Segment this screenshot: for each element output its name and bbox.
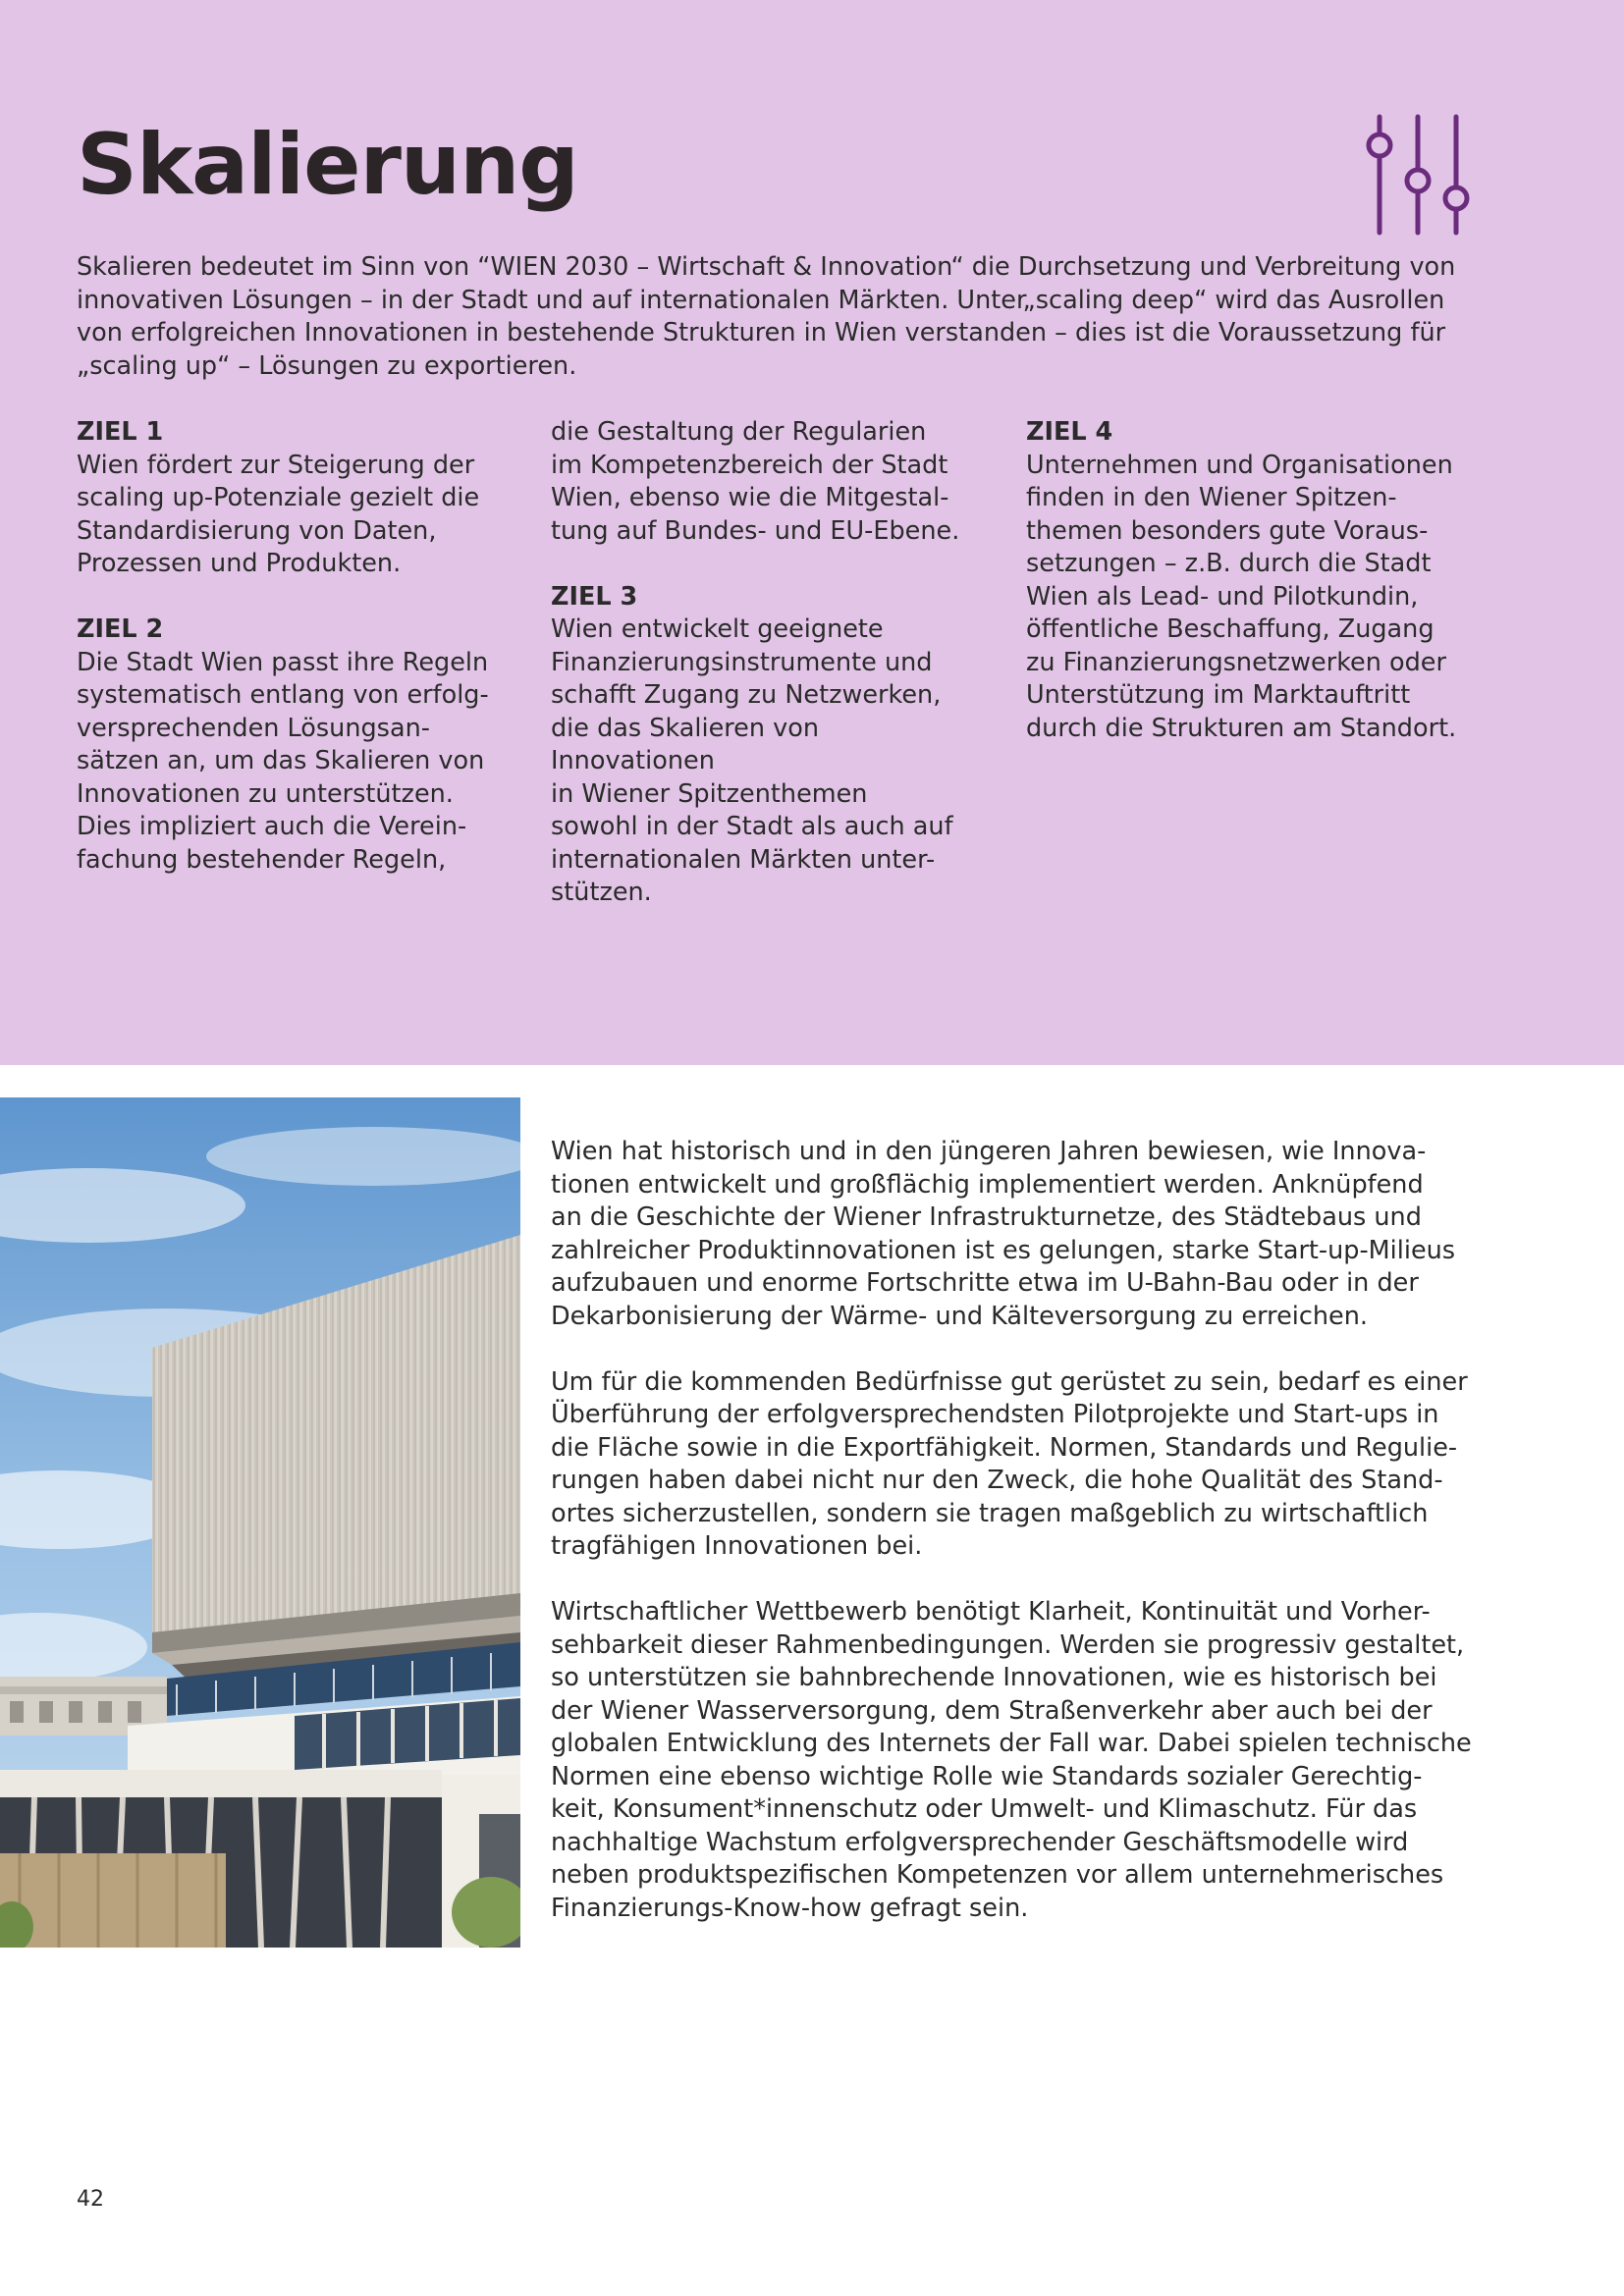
body-line: Überführung der erfolgversprechendsten Pilotprojekte und Start-ups in xyxy=(551,1400,1439,1429)
goal-4-line: themen besonders gute Voraus- xyxy=(1026,515,1429,546)
goal-4-line: Unternehmen und Organisationen xyxy=(1026,450,1453,480)
body-line: Finanzierungs-Know-how gefragt sein. xyxy=(551,1893,1029,1923)
body-line: rungen haben dabei nicht nur den Zweck, die hohe Qualität des Stand- xyxy=(551,1466,1443,1495)
goal-2-continuation-line: Wien, ebenso wie die Mitgestal- xyxy=(551,483,949,512)
goal-2-continuation-line: die Gestaltung der Regularien xyxy=(551,417,927,447)
goal-2-line: sätzen an, um das Skalieren von xyxy=(77,746,485,775)
goal-4-line: öffentliche Beschaffung, Zugang xyxy=(1026,614,1435,644)
body-line: zahlreicher Produktinnovationen ist es gelungen, starke Start-up-Milieus xyxy=(551,1235,1456,1265)
page-title: Skalierung xyxy=(77,116,578,214)
body-line: Normen eine ebenso wichtige Rolle wie Standards sozialer Gerechtig- xyxy=(551,1761,1423,1791)
body-paragraph-3 xyxy=(551,1596,1484,1925)
body-line: tragfähigen Innovationen bei. xyxy=(551,1531,923,1561)
body-line: nachhaltige Wachstum erfolgversprechender Geschäftsmodelle wird xyxy=(551,1827,1409,1857)
goal-4-line: Wien als Lead- und Pilotkundin, xyxy=(1026,581,1419,612)
goal-1-line: Standardisierung von Daten, xyxy=(77,515,437,546)
body-line: an die Geschichte der Wiener Infrastrukturnetze, des Städtebaus und xyxy=(551,1202,1422,1232)
body-paragraph-2 xyxy=(551,1366,1484,1564)
goal-4-line: zu Finanzierungsnetzwerken oder xyxy=(1026,647,1446,677)
body-line: Dekarbonisierung der Wärme- und Kälteversorgung zu erreichen. xyxy=(551,1301,1368,1331)
goal-1-line: Prozessen und Produkten. xyxy=(77,549,402,578)
goal-3-line: in Wiener Spitzenthemen xyxy=(551,778,868,809)
goal-3-line: sowohl in der Stadt als auch auf xyxy=(551,812,953,841)
body-line: keit, Konsument*innenschutz oder Umwelt- und Klimaschutz. Für das xyxy=(551,1794,1418,1824)
goal-4-line: finden in den Wiener Spitzen- xyxy=(1026,483,1397,512)
goals-column-3 xyxy=(1026,416,1458,745)
goal-2-line: Dies impliziert auch die Verein- xyxy=(77,812,467,841)
body-line: Wirtschaftlicher Wettbewerb benötigt Klarheit, Kontinuität und Vorher- xyxy=(551,1597,1431,1627)
body-line: aufzubauen und enorme Fortschritte etwa im U-Bahn-Bau oder in der xyxy=(551,1268,1419,1298)
goal-2-continuation-line: im Kompetenzbereich der Stadt xyxy=(551,450,948,480)
goals-column-2 xyxy=(551,416,983,910)
goal-2-line: Die Stadt Wien passt ihre Regeln xyxy=(77,647,489,677)
goal-1-line: scaling up-Potenziale gezielt die xyxy=(77,483,480,512)
body-line: Um für die kommenden Bedürfnisse gut gerüstet zu sein, bedarf es einer xyxy=(551,1366,1468,1397)
page-number: 42 xyxy=(77,2187,104,2212)
goals-column-1 xyxy=(77,416,509,877)
body-line: sehbarkeit dieser Rahmenbedingungen. Werden sie progressiv gestaltet, xyxy=(551,1629,1465,1660)
body-line: tionen entwickelt und großflächig implementiert werden. Anknüpfend xyxy=(551,1169,1424,1200)
goal-3-label: ZIEL 3 xyxy=(551,581,638,612)
body-line: der Wiener Wasserversorgung, dem Straßenverkehr aber auch bei der xyxy=(551,1695,1433,1726)
goal-4-label: ZIEL 4 xyxy=(1026,417,1113,447)
body-line: so unterstützen sie bahnbrechende Innovationen, wie es historisch bei xyxy=(551,1663,1437,1692)
goal-2-line: versprechenden Lösungsan- xyxy=(77,713,430,743)
intro-text: Skalieren bedeutet im Sinn von “WIEN 2030 – Wirtschaft & Innovation“ die Durchsetzung und Verbreitung von innovativen Lösungen – in der Stadt und auf internationalen Märkten. Unter„scaling deep“ wird das Ausrollen von erfolgreichen Innovationen in bestehende Strukturen in Wien verstanden – dies ist die Voraussetzung für „scaling up“ – Lösungen zu exportieren. xyxy=(77,252,1456,381)
body-line: globalen Entwicklung des Internets der Fall war. Dabei spielen technische xyxy=(551,1729,1472,1758)
body-line: die Fläche sowie in die Exportfähigkeit. Normen, Standards und Regulie- xyxy=(551,1432,1458,1463)
body-line: ortes sicherzustellen, sondern sie tragen maßgeblich zu wirtschaftlich xyxy=(551,1498,1429,1528)
goal-4-line: setzungen – z.B. durch die Stadt xyxy=(1026,549,1432,578)
goal-2-label: ZIEL 2 xyxy=(77,614,164,644)
body-paragraph-1 xyxy=(551,1136,1484,1333)
body-text xyxy=(551,1136,1484,1958)
goal-3-line: schafft Zugang zu Netzwerken, xyxy=(551,680,942,710)
building-photo xyxy=(0,1097,520,1948)
goal-1-label: ZIEL 1 xyxy=(77,417,164,447)
sliders-icon xyxy=(1363,114,1473,236)
goal-3-line: stützen. xyxy=(551,878,652,907)
body-line: neben produktspezifischen Kompetenzen vor allem unternehmerisches xyxy=(551,1860,1444,1890)
body-line: Wien hat historisch und in den jüngeren Jahren bewiesen, wie Innova- xyxy=(551,1137,1427,1166)
goal-3-line: internationalen Märkten unter- xyxy=(551,844,936,875)
goal-2-continuation-line: tung auf Bundes- und EU-Ebene. xyxy=(551,515,960,546)
goal-3-line: Wien entwickelt geeignete xyxy=(551,614,884,644)
goal-3-line: die das Skalieren von Innovationen xyxy=(551,713,819,775)
goal-1-line: Wien fördert zur Steigerung der xyxy=(77,450,475,480)
goal-4-line: durch die Strukturen am Standort. xyxy=(1026,713,1457,743)
goal-2-line: Innovationen zu unterstützen. xyxy=(77,778,454,809)
goal-3-line: Finanzierungsinstrumente und xyxy=(551,647,933,677)
goal-2-line: systematisch entlang von erfolg- xyxy=(77,680,489,710)
goal-2-line: fachung bestehender Regeln, xyxy=(77,844,447,875)
goal-4-line: Unterstützung im Marktauftritt xyxy=(1026,680,1411,710)
